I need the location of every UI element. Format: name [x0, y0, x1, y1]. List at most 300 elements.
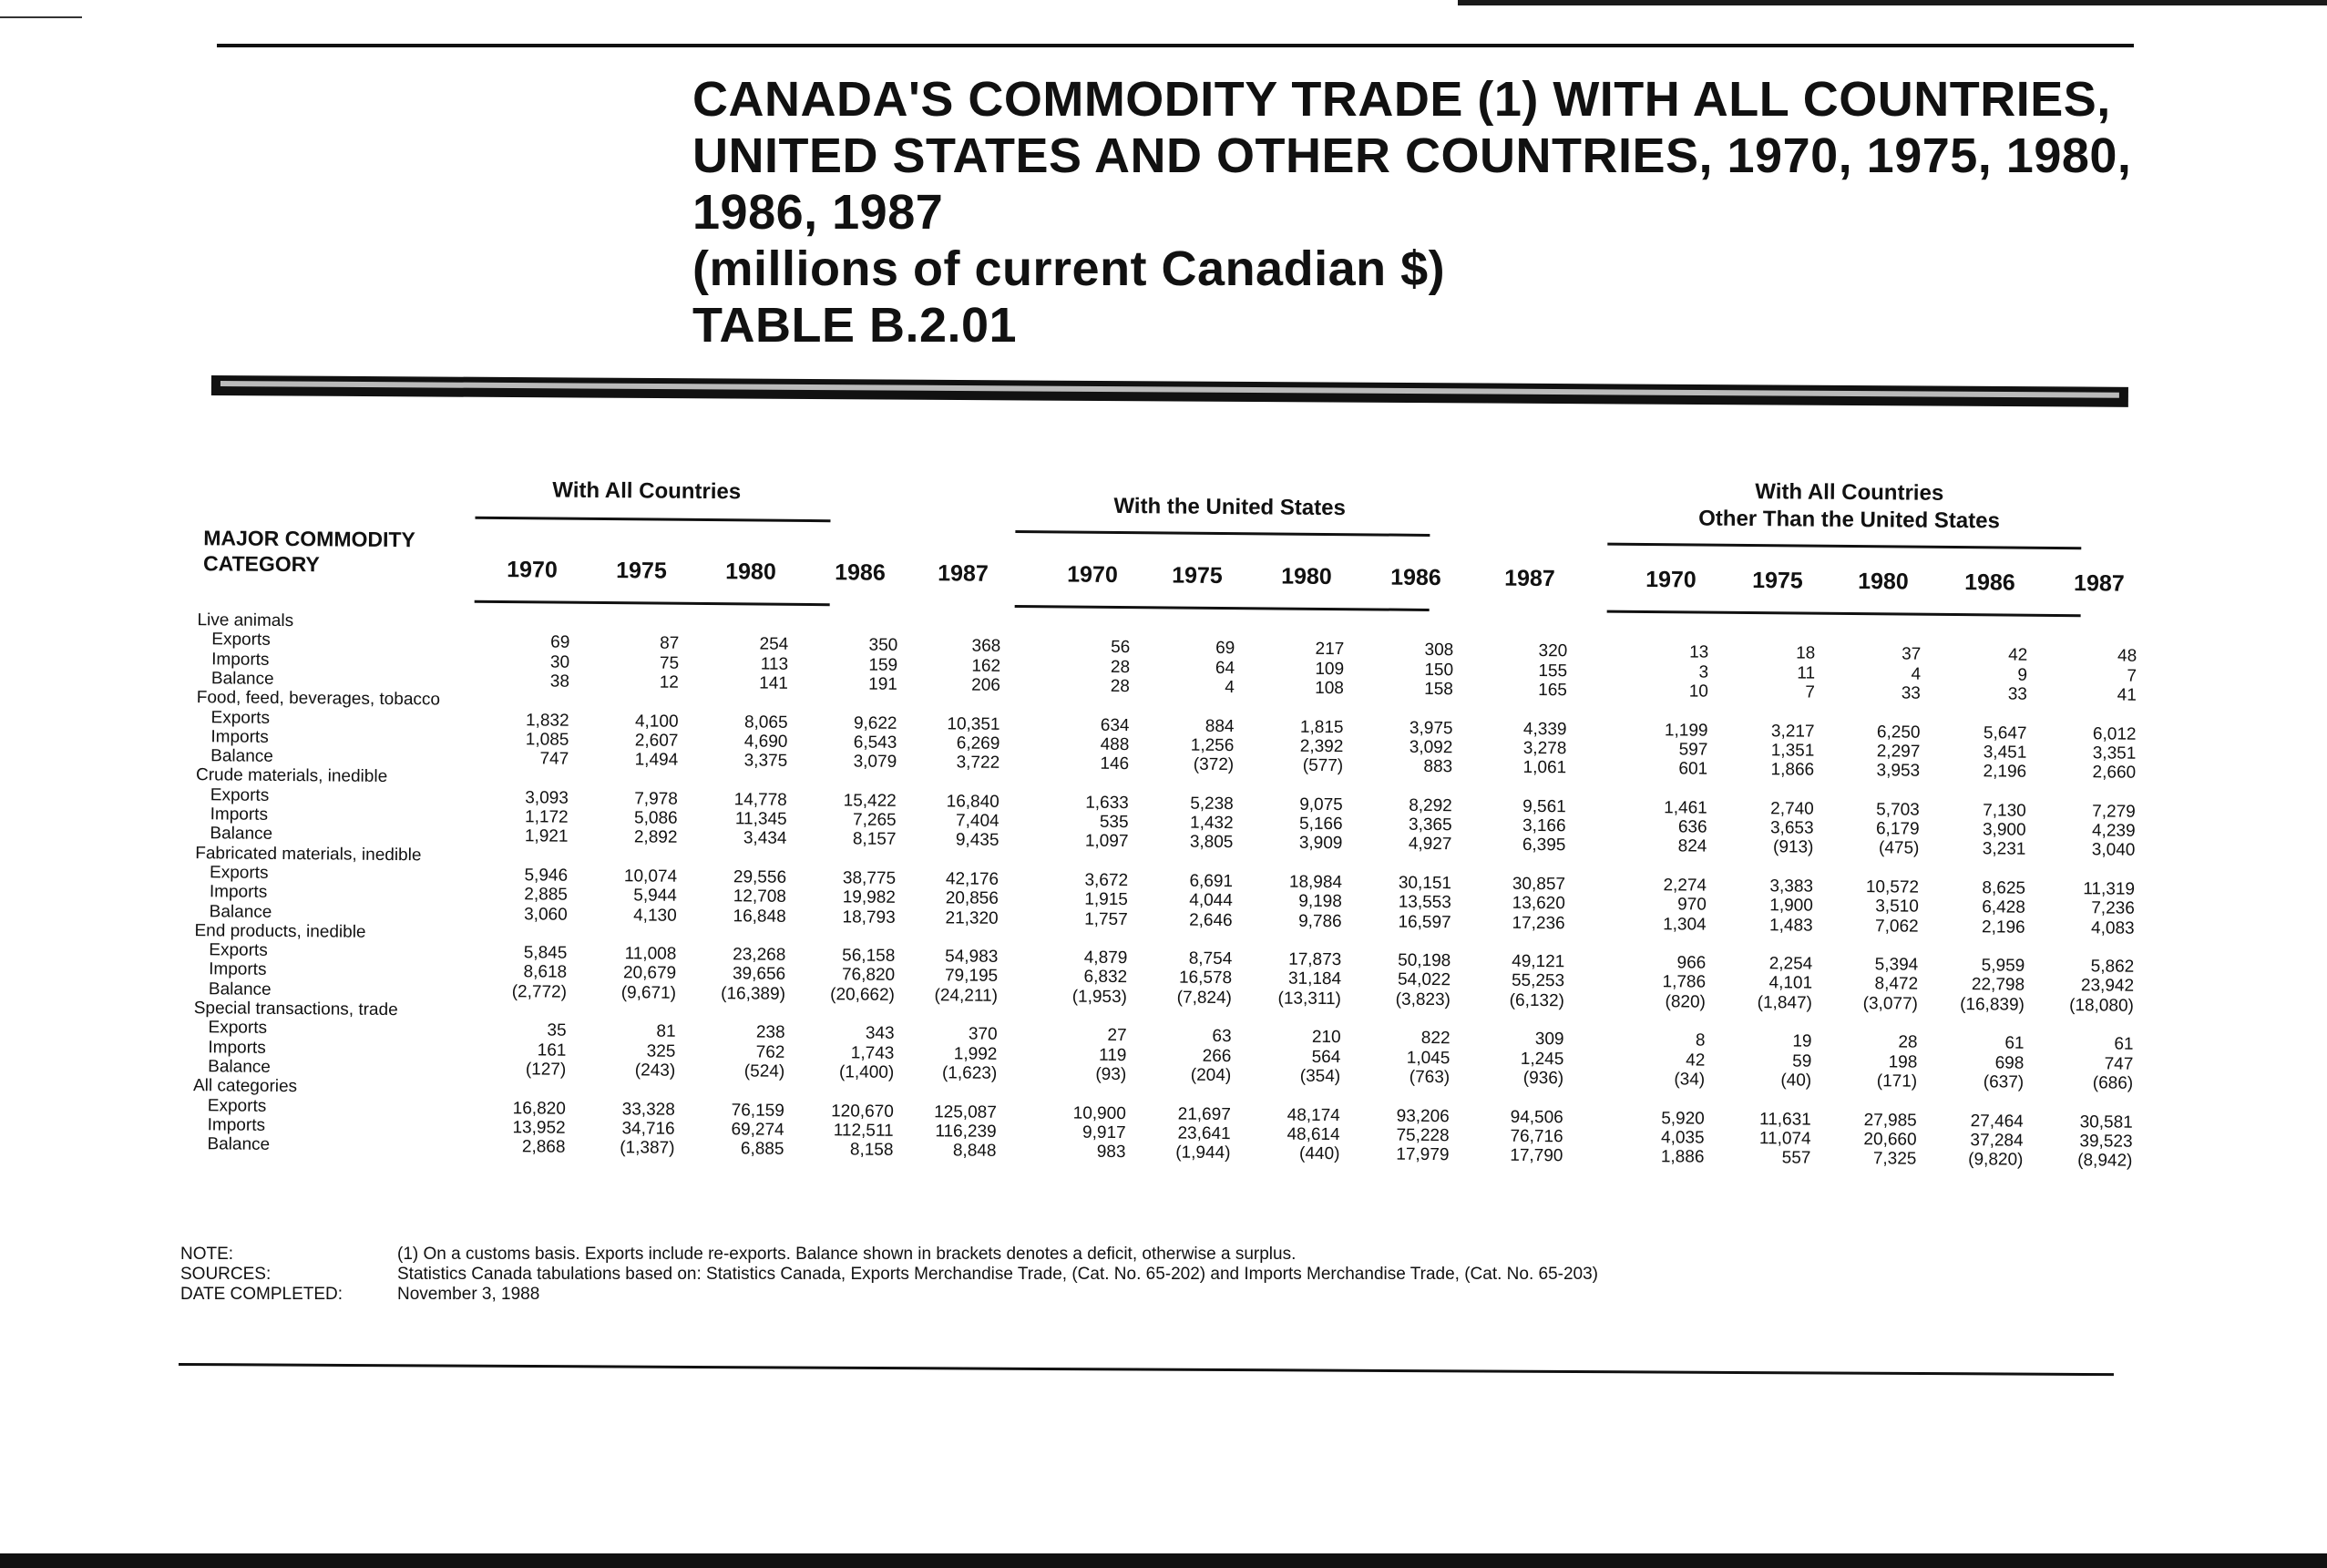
- row-category-label: Live animals: [197, 610, 294, 631]
- group-rule: [1015, 530, 1430, 537]
- table-cell: 1,483: [1769, 915, 1813, 936]
- table-cell: 2,274: [1663, 876, 1707, 896]
- table-cell: 11,008: [624, 944, 677, 964]
- table-cell: (577): [1302, 755, 1344, 776]
- year-header: 1980: [725, 559, 776, 585]
- table-cell: 762: [755, 1042, 785, 1062]
- table-cell: 970: [1677, 895, 1707, 915]
- year-header: 1987: [2074, 570, 2125, 597]
- table-cell: (475): [1878, 838, 1920, 858]
- table-cell: (34): [1674, 1070, 1706, 1090]
- table-cell: 23,641: [1177, 1123, 1231, 1143]
- table-cell: (3,077): [1862, 993, 1918, 1014]
- table-cell: 69: [550, 632, 570, 653]
- table-cell: 2,885: [524, 885, 568, 905]
- table-cell: 5,166: [1298, 814, 1343, 835]
- table-cell: 1,866: [1770, 760, 1815, 780]
- table-cell: 3,653: [1769, 818, 1814, 838]
- table-cell: 6,832: [1083, 968, 1128, 988]
- sources-text: Statistics Canada tabulations based on: Statistics Canada, Exports Merchandise Trade, (Cat. No. 65-202) and Imports Merchandise Trade, (Cat. No. 65-203): [397, 1265, 1599, 1284]
- table-cell: 308: [1424, 641, 1454, 661]
- table-cell: 11,631: [1759, 1109, 1811, 1130]
- table-cell: 5,086: [633, 808, 678, 828]
- sources-row: [180, 1265, 1912, 1285]
- group-header-other-line-1: With All Countries: [1755, 479, 1944, 506]
- table-cell: 1,915: [1084, 889, 1128, 910]
- row-category-label: Fabricated materials, inedible: [195, 843, 422, 865]
- year-header: 1986: [835, 559, 886, 586]
- table-cell: 42,176: [945, 869, 999, 889]
- table-cell: 76,820: [841, 965, 896, 986]
- row-measure-label: Exports: [210, 784, 270, 805]
- table-cell: 1,045: [1406, 1048, 1451, 1068]
- table-cell: 48: [2117, 646, 2137, 667]
- group-header-other-line-2: Other Than the United States: [1698, 506, 2000, 534]
- table-cell: 2,297: [1876, 742, 1921, 762]
- category-header-line-1: MAJOR COMMODITY: [203, 526, 415, 552]
- table-cell: 37,284: [1970, 1130, 2024, 1151]
- top-rule: [217, 44, 2134, 47]
- table-cell: 8,848: [952, 1141, 997, 1161]
- table-cell: 37: [1902, 644, 1922, 664]
- table-cell: 883: [1423, 756, 1453, 777]
- year-header: 1975: [1172, 562, 1223, 589]
- table-cell: 55,253: [1511, 971, 1565, 991]
- table-cell: 8,157: [852, 829, 897, 850]
- table-cell: 2,868: [521, 1137, 566, 1157]
- table-cell: 6,179: [1875, 819, 1920, 839]
- table-cell: 2,892: [633, 827, 678, 848]
- table-cell: 325: [646, 1041, 676, 1061]
- table-cell: 9: [2017, 665, 2028, 685]
- table-cell: 42: [2008, 645, 2028, 665]
- table-cell: 601: [1678, 759, 1708, 779]
- table-cell: 11,319: [2083, 879, 2136, 899]
- table-cell: 5,862: [2090, 957, 2135, 977]
- table-cell: 56,158: [842, 946, 896, 966]
- table-cell: 8,158: [849, 1140, 894, 1160]
- table-cell: 16,578: [1178, 968, 1233, 989]
- table-cell: 34,716: [621, 1119, 675, 1139]
- date-label: DATE COMPLETED:: [180, 1285, 343, 1304]
- year-header: 1975: [616, 558, 667, 584]
- table-cell: 636: [1677, 817, 1707, 837]
- table-cell: 6,543: [853, 733, 897, 753]
- title-line-3: 1986, 1987: [692, 185, 944, 240]
- table-cell: 20,660: [1863, 1129, 1917, 1150]
- year-header: 1970: [1067, 561, 1118, 588]
- table-cell: 10: [1688, 682, 1708, 702]
- table-cell: 30,857: [1512, 874, 1566, 895]
- table-cell: 9,075: [1299, 794, 1343, 815]
- table-cell: 597: [1678, 740, 1708, 760]
- table-cell: 6,885: [740, 1139, 784, 1159]
- table-cell: (8,942): [2077, 1151, 2133, 1171]
- table-cell: 2,740: [1770, 798, 1814, 819]
- table-number: TABLE B.2.01: [692, 298, 1018, 353]
- table-cell: 266: [1202, 1046, 1232, 1066]
- table-cell: 28: [1110, 657, 1131, 677]
- table-cell: 822: [1420, 1029, 1451, 1049]
- row-measure-label: Exports: [210, 707, 271, 728]
- table-cell: 19,982: [842, 887, 896, 908]
- group-header-all-countries: With All Countries: [552, 477, 742, 505]
- table-cell: 4,239: [2091, 821, 2136, 841]
- table-cell: (1,387): [620, 1138, 675, 1158]
- table-cell: 1,992: [953, 1044, 998, 1064]
- year-header: 1980: [1858, 569, 1909, 595]
- table-cell: (171): [1876, 1071, 1918, 1091]
- table-cell: 10,351: [947, 713, 1000, 734]
- table-cell: (3,823): [1395, 989, 1451, 1009]
- table-cell: 3,231: [1982, 839, 2026, 859]
- row-measure-label: Imports: [210, 804, 269, 825]
- table-cell: (18,080): [2069, 995, 2134, 1016]
- table-cell: 343: [865, 1023, 895, 1044]
- table-cell: 38: [549, 671, 570, 692]
- table-cell: 3,351: [2092, 743, 2137, 764]
- table-cell: 2,254: [1768, 954, 1813, 974]
- row-measure-label: Balance: [208, 979, 272, 999]
- table-cell: (1,953): [1071, 987, 1128, 1007]
- table-cell: (16,839): [1960, 994, 2025, 1015]
- table-cell: 1,900: [1769, 896, 1813, 916]
- table-cell: 146: [1100, 753, 1130, 774]
- table-cell: 3,278: [1522, 738, 1567, 759]
- table-cell: 6,250: [1876, 722, 1921, 743]
- table-cell: 56: [1111, 638, 1131, 658]
- divider-bar: [211, 375, 2128, 407]
- table-cell: 54,983: [945, 947, 999, 967]
- table-cell: 9,917: [1082, 1122, 1126, 1143]
- table-cell: 61: [2004, 1033, 2025, 1053]
- table-cell: 238: [755, 1022, 785, 1043]
- table-cell: 11,345: [734, 809, 787, 829]
- table-cell: 18,793: [842, 907, 896, 927]
- row-measure-label: Balance: [207, 1134, 271, 1154]
- table-cell: (820): [1665, 991, 1707, 1012]
- table-cell: 5,959: [1981, 956, 2025, 976]
- table-cell: 17,979: [1396, 1144, 1450, 1165]
- table-cell: 63: [1212, 1027, 1232, 1047]
- scan-edge-bottom: [0, 1553, 2327, 1568]
- note-label: NOTE:: [180, 1245, 234, 1264]
- scan-edge-top: [1458, 0, 2327, 5]
- table-cell: 698: [1994, 1052, 2025, 1073]
- table-cell: 22,798: [1971, 975, 2025, 996]
- table-cell: (127): [525, 1060, 567, 1080]
- table-cell: 3,975: [1409, 718, 1453, 738]
- table-cell: 191: [868, 674, 898, 694]
- table-cell: 1,815: [1299, 717, 1344, 737]
- table-cell: 564: [1311, 1047, 1341, 1067]
- group-header-other-countries: [1621, 477, 2077, 536]
- table-cell: 1,304: [1663, 914, 1707, 935]
- table-cell: (936): [1522, 1068, 1564, 1089]
- table-cell: 30,581: [2079, 1112, 2133, 1132]
- row-category-label: Special transactions, trade: [193, 999, 398, 1020]
- table-cell: 87: [660, 633, 680, 654]
- table-cell: 4: [1911, 664, 1922, 684]
- table-cell: 3,040: [2091, 840, 2136, 861]
- table-cell: 9,786: [1298, 911, 1342, 931]
- table-cell: 10,572: [1865, 877, 1920, 897]
- table-cell: 7,325: [1872, 1149, 1917, 1169]
- table-cell: (9,671): [620, 982, 677, 1003]
- scan-mark: [0, 16, 82, 18]
- table-cell: 16,820: [512, 1098, 566, 1119]
- table-cell: 3,510: [1875, 897, 1919, 917]
- table-cell: 76,159: [731, 1100, 784, 1121]
- table-cell: 1,743: [850, 1043, 895, 1063]
- table-cell: 7,404: [955, 811, 999, 831]
- table-cell: (1,944): [1175, 1143, 1231, 1163]
- table-cell: 4,100: [634, 711, 679, 732]
- table-cell: 1,199: [1664, 720, 1708, 741]
- table-cell: 33,328: [621, 1099, 675, 1120]
- table-cell: 7,978: [634, 789, 678, 809]
- table-cell: 81: [656, 1021, 676, 1042]
- table-cell: 7,236: [2091, 898, 2135, 918]
- table-cell: 162: [971, 656, 1001, 676]
- table-cell: 7,062: [1875, 916, 1919, 937]
- table-cell: (6,132): [1509, 990, 1565, 1010]
- table-cell: 14,778: [733, 789, 787, 810]
- year-rule: [1015, 605, 1430, 611]
- table-cell: 2,646: [1189, 910, 1233, 930]
- table-cell: 309: [1534, 1030, 1564, 1050]
- table-cell: 3,383: [1769, 876, 1814, 897]
- table-cell: 206: [971, 675, 1001, 695]
- year-header: 1980: [1281, 563, 1332, 590]
- row-category-label: Crude materials, inedible: [195, 765, 388, 787]
- table-cell: 5,238: [1190, 794, 1234, 814]
- note-row: [180, 1245, 1912, 1265]
- table-cell: 3,375: [743, 751, 788, 771]
- table-cell: 11: [1797, 663, 1816, 683]
- table-cell: (204): [1190, 1065, 1232, 1085]
- table-cell: 165: [1538, 680, 1567, 701]
- row-measure-label: Exports: [208, 1018, 268, 1039]
- table-cell: 6,269: [956, 733, 1000, 753]
- table-cell: 31,184: [1287, 969, 1342, 989]
- table-cell: 966: [1676, 953, 1707, 973]
- table-cell: 9,198: [1298, 891, 1342, 912]
- table-cell: 69: [1215, 639, 1235, 659]
- table-cell: 6,691: [1189, 871, 1234, 891]
- category-header: [203, 525, 415, 578]
- row-measure-label: Balance: [210, 746, 273, 766]
- table-cell: 48,174: [1287, 1105, 1340, 1125]
- table-cell: 12: [659, 672, 680, 692]
- table-cell: 155: [1538, 661, 1568, 681]
- table-cell: 4: [1225, 677, 1235, 697]
- year-header: 1970: [1645, 567, 1697, 593]
- bottom-rule: [179, 1363, 2114, 1376]
- table-cell: 3,365: [1408, 815, 1452, 835]
- table-cell: 4,101: [1768, 973, 1813, 994]
- table-cell: (637): [1983, 1072, 2025, 1092]
- table-cell: 17,790: [1510, 1145, 1563, 1166]
- table-cell: 2,392: [1299, 736, 1344, 756]
- group-header-united-states: With the United States: [1113, 493, 1346, 521]
- row-measure-label: Balance: [208, 1057, 271, 1077]
- row-measure-label: Exports: [211, 630, 271, 651]
- table-cell: 8,472: [1874, 974, 1919, 995]
- table-cell: 2,660: [2092, 763, 2137, 783]
- table-cell: 1,886: [1660, 1147, 1705, 1167]
- table-cell: (1,847): [1757, 992, 1813, 1013]
- table-cell: 150: [1424, 660, 1454, 680]
- table-cell: 1,245: [1520, 1049, 1564, 1069]
- row-measure-label: Balance: [210, 824, 273, 845]
- row-category-label: End products, inedible: [194, 920, 366, 942]
- table-cell: (9,820): [1968, 1150, 2024, 1170]
- table-cell: 1,786: [1662, 972, 1707, 993]
- group-rule: [1607, 543, 2081, 550]
- table-cell: (13,311): [1277, 989, 1342, 1009]
- table-cell: 8,292: [1409, 795, 1452, 815]
- table-cell: (372): [1193, 754, 1235, 775]
- table-cell: 113: [760, 654, 789, 674]
- sources-label: SOURCES:: [180, 1265, 272, 1284]
- table-cell: 17,236: [1512, 913, 1565, 933]
- table-cell: 30,151: [1398, 873, 1452, 894]
- table-cell: 1,757: [1084, 909, 1128, 929]
- table-cell: 3,672: [1084, 870, 1129, 890]
- table-cell: 5,647: [1983, 723, 2027, 743]
- table-cell: 112,511: [833, 1121, 894, 1141]
- table-cell: 8,754: [1188, 948, 1233, 969]
- year-header: 1986: [1964, 569, 2015, 596]
- year-header: 1987: [938, 560, 989, 587]
- table-cell: 1,921: [524, 826, 569, 847]
- table-cell: 5,920: [1661, 1108, 1705, 1129]
- table-cell: 93,206: [1396, 1106, 1450, 1126]
- table-cell: 23,268: [733, 945, 786, 965]
- table-cell: 94,506: [1510, 1107, 1563, 1127]
- table-cell: 75: [659, 653, 680, 673]
- row-measure-label: Imports: [209, 882, 268, 903]
- table-cell: 884: [1205, 716, 1235, 736]
- table-cell: 1,432: [1189, 813, 1234, 834]
- table-cell: (1,400): [838, 1062, 895, 1082]
- table-cell: 39,523: [2079, 1131, 2133, 1152]
- row-measure-label: Imports: [208, 1037, 266, 1058]
- date-text: November 3, 1988: [397, 1285, 540, 1304]
- row-measure-label: Imports: [209, 959, 267, 980]
- table-cell: 3,805: [1189, 832, 1234, 853]
- table-cell: 17,873: [1288, 949, 1342, 970]
- table-cell: (16,389): [721, 983, 786, 1004]
- table-cell: 21,697: [1177, 1104, 1231, 1124]
- table-cell: 2,607: [634, 731, 679, 751]
- notes-block: [180, 1245, 1912, 1305]
- table-cell: 8: [1695, 1030, 1706, 1050]
- table-cell: 10,074: [623, 866, 678, 886]
- table-cell: 15,422: [843, 791, 897, 811]
- table-cell: 11,074: [1758, 1128, 1811, 1149]
- table-cell: 350: [868, 635, 898, 656]
- table-cell: 7,265: [852, 810, 897, 830]
- table-cell: 28: [1898, 1032, 1918, 1052]
- table-cell: 7: [1805, 682, 1815, 702]
- table-cell: 198: [1888, 1051, 1918, 1072]
- table-cell: 41: [2117, 685, 2137, 705]
- table-cell: 1,256: [1190, 735, 1235, 755]
- row-category-label: All categories: [192, 1076, 298, 1097]
- table-cell: 4,339: [1522, 719, 1567, 739]
- table-cell: 120,670: [831, 1101, 894, 1122]
- table-cell: 20,679: [622, 963, 677, 984]
- table-cell: (24,211): [934, 985, 999, 1006]
- table-cell: 3,900: [1982, 820, 2026, 840]
- table-cell: 19: [1792, 1031, 1812, 1051]
- year-header: 1987: [1504, 565, 1555, 592]
- table-cell: 27,464: [1970, 1111, 2024, 1132]
- table-cell: 1,097: [1084, 831, 1129, 852]
- table-cell: 18: [1796, 643, 1816, 663]
- table-cell: 5,394: [1874, 955, 1919, 975]
- table-cell: 13,620: [1512, 893, 1565, 914]
- table-cell: 116,239: [935, 1122, 997, 1142]
- table-cell: 5,944: [633, 886, 677, 906]
- table-cell: 3,451: [1983, 743, 2027, 763]
- table-cell: 1,832: [525, 710, 569, 731]
- table-cell: 48,614: [1287, 1124, 1340, 1144]
- table-cell: 2,196: [1982, 917, 2025, 938]
- table-cell: 5,946: [524, 866, 569, 886]
- table-cell: 13: [1689, 642, 1709, 662]
- row-measure-label: Balance: [209, 901, 272, 922]
- table-cell: 320: [1538, 641, 1568, 661]
- table-cell: 16,597: [1398, 912, 1451, 932]
- table-cell: 159: [868, 655, 898, 675]
- table-cell: 6,428: [1982, 897, 2025, 917]
- table-cell: 3,092: [1409, 737, 1453, 757]
- table-cell: (2,772): [511, 981, 568, 1002]
- table-cell: 1,633: [1085, 793, 1129, 813]
- table-cell: (243): [634, 1061, 676, 1081]
- table-cell: 254: [759, 634, 789, 655]
- table-cell: (440): [1298, 1143, 1340, 1164]
- table-cell: 4,044: [1189, 890, 1233, 911]
- table-cell: 16,848: [733, 906, 786, 927]
- table-cell: 1,461: [1664, 797, 1707, 818]
- table-cell: 3,079: [853, 752, 897, 772]
- table-cell: 21,320: [945, 907, 999, 928]
- table-cell: 7,279: [2092, 801, 2136, 822]
- table-cell: 119: [1098, 1045, 1127, 1065]
- table-cell: (524): [743, 1061, 785, 1081]
- year-header: 1986: [1390, 564, 1441, 591]
- table-cell: 38,775: [842, 868, 897, 888]
- table-cell: 368: [971, 636, 1001, 657]
- table-cell: 3,217: [1770, 721, 1815, 742]
- table-cell: 23,942: [2080, 976, 2135, 997]
- table-cell: 59: [1792, 1051, 1812, 1071]
- table-cell: 69,274: [731, 1120, 784, 1140]
- table-cell: 16,840: [946, 792, 999, 812]
- table-cell: 1,494: [634, 750, 679, 770]
- table-cell: 4,035: [1660, 1127, 1705, 1148]
- table-cell: 49,121: [1512, 951, 1565, 972]
- table-cell: 27: [1107, 1026, 1127, 1046]
- table-cell: 3,953: [1876, 761, 1921, 781]
- table-cell: 8,625: [1982, 878, 2026, 898]
- table-cell: 141: [759, 673, 789, 693]
- table-cell: 13,952: [512, 1117, 566, 1138]
